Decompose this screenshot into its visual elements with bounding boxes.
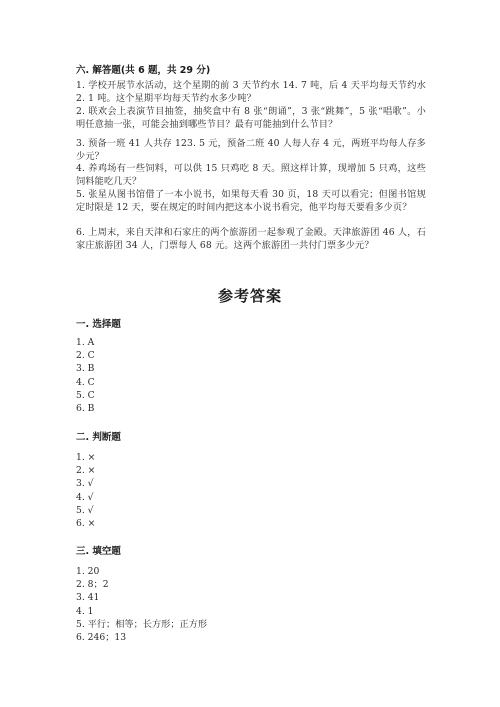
list-item: 1. 20 — [76, 566, 100, 577]
question-2: 2. 联欢会上表演节目抽签，抽奖盒中有 8 张“朗诵”，3 张“跳舞”，5 张“唱歌”。小明任意抽一张，可能会抽到哪些节目？最有可能抽到什么节目？ — [76, 106, 426, 130]
choice-answer-list — [76, 336, 95, 415]
list-item: 5. C — [76, 389, 95, 401]
list-item: 4. √ — [76, 491, 94, 503]
question-3: 3. 预备一班 41 人共存 123. 5 元，预备二班 40 人每人存 4 元，两班平均每人存多少元？ — [76, 138, 426, 162]
section-heading-judge: 二. 判断题 — [76, 432, 121, 443]
list-item: 3. √ — [76, 478, 94, 490]
question-4: 4. 养鸡场有一些饲料，可以供 15 只鸡吃 8 天。照这样计算，现增加 5 只鸡，这些饲料能吃几天？ — [76, 163, 426, 187]
list-item: 2. C — [76, 350, 95, 362]
question-6: 6. 上周末，来自天津和石家庄的两个旅游团一起参观了金殿。天津旅游团 46 人，石家庄旅游团 34 人，门票每人 68 元。这两个旅游团一共付门票多少元？ — [76, 227, 426, 251]
list-item: 5. 平行；相等；长方形；正方形 — [76, 618, 208, 630]
list-item: 3. B — [76, 363, 95, 375]
question-5: 5. 张星从图书馆借了一本小说书，如果每天看 30 页，18 天可以看完；但图书馆规定时限是 12 天，要在规定的时间内把这本小说书看完，他平均每天要看多少页？ — [76, 189, 426, 213]
section-heading-choice: 一. 选择题 — [76, 319, 121, 330]
list-item: 2. × — [76, 465, 96, 477]
list-item: 6. 246；13 — [76, 632, 127, 644]
list-item: 4. C — [76, 376, 95, 388]
section-heading-solve: 六. 解答题(共 6 题，共 29 分) — [76, 65, 211, 76]
section-heading-fill: 三. 填空题 — [76, 546, 121, 557]
list-item: 3. 41 — [76, 592, 100, 604]
question-1: 1. 学校开展节水活动，这个星期的前 3 天节约水 14. 7 吨，后 4 天平均每天节约水 2. 1 吨。这个星期平均每天节约水多少吨？ — [76, 80, 426, 104]
list-item: 5. √ — [76, 504, 94, 516]
fill-answer-list — [76, 565, 207, 644]
judge-answer-list — [76, 451, 95, 530]
list-item: 1. × — [76, 452, 96, 463]
list-item: 1. A — [76, 337, 95, 348]
answers-title: 参考答案 — [217, 287, 282, 305]
list-item: 6. × — [76, 518, 96, 530]
list-item: 6. B — [76, 403, 95, 415]
list-item: 4. 1 — [76, 605, 94, 617]
list-item: 2. 8；2 — [76, 579, 109, 591]
